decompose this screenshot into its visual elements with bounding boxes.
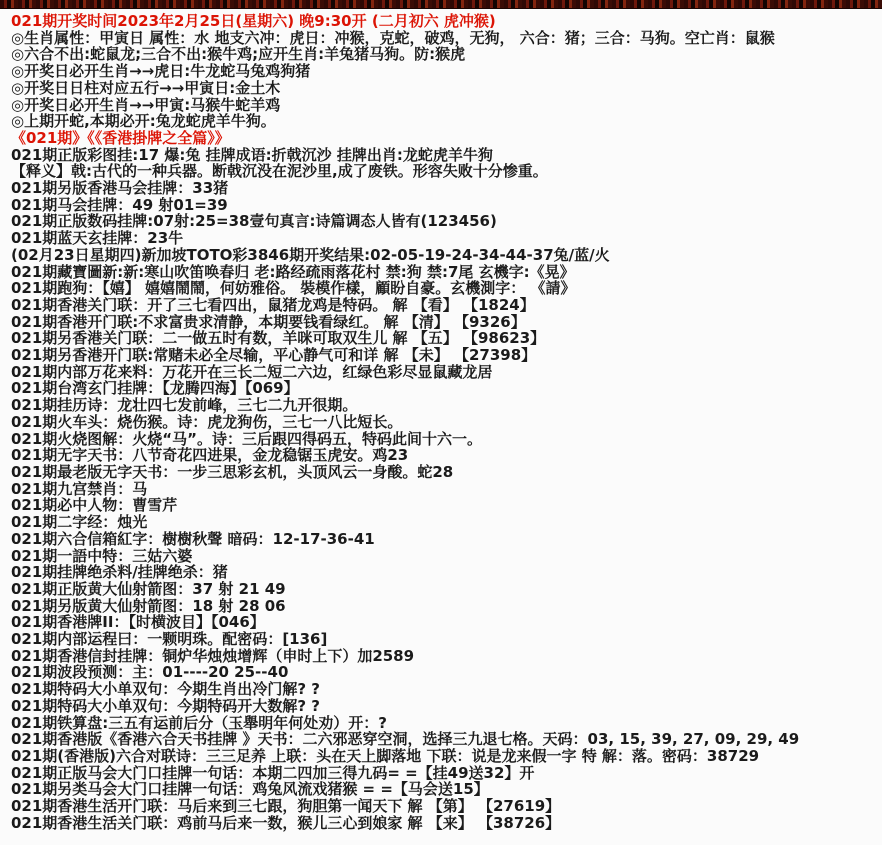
text-line-48: 021期香港生活开门联：马后来到三七跟，狗胆第一闻天下 解 【第】 【27619】 bbox=[11, 797, 561, 816]
text-line-33: 021期一語中特：三姑六婆 bbox=[11, 546, 193, 565]
text-line-30: 021期必中人物：曹雪芹 bbox=[11, 496, 178, 515]
text-line-11: 021期另版香港马会挂牌：33猪 bbox=[11, 179, 229, 198]
text-line-21: 021期另香港开门联:常赌未必全尽输，平心静气可和详 解 【未】 【27398】 bbox=[11, 346, 537, 365]
text-line-41: 021期特码大小单双句：今期生肖出冷门解? ? bbox=[11, 680, 320, 699]
text-line-18: 021期香港关门联：开了三七看四出，鼠猪龙鸡是特码。 解 【看】 【1824】 bbox=[11, 295, 535, 314]
text-line-5: ◎开奖日日柱对应五行→→甲寅日:金土木 bbox=[11, 78, 281, 97]
text-line-46: 021期正版马会大门口挂牌一句话：本期二四加三得九码= =【挂49送32】开 bbox=[11, 763, 535, 782]
text-line-1: 021期开奖时间2023年2月25日(星期六) 晚9:30开 (二月初六 虎冲猴) bbox=[11, 12, 496, 30]
text-line-10: 【释义】戟:古代的一种兵器。断戟沉没在泥沙里,成了废铁。形容失败十分惨重。 bbox=[11, 162, 548, 181]
lottery-info-list bbox=[0, 9, 882, 831]
text-line-35: 021期正版黄大仙射箭图：37 射 21 49 bbox=[11, 579, 286, 598]
text-line-6: ◎开奖日必开生肖→→甲寅:马猴牛蛇羊鸡 bbox=[11, 95, 281, 114]
text-line-39: 021期香港信封挂牌：铜炉华烛烛增辉（申时上下）加2589 bbox=[11, 646, 415, 665]
text-line-36: 021期另版黄大仙射箭图：18 射 28 06 bbox=[11, 596, 286, 615]
text-line-42: 021期特码大小单双句：今期特码开大数解? ? bbox=[11, 696, 320, 715]
text-line-28: 021期最老版无字天书：一步三思彩玄机，头顶风云一身酸。蛇28 bbox=[11, 462, 454, 481]
text-line-12: 021期马会挂牌：49 射01=39 bbox=[11, 195, 228, 214]
text-line-9: 021期正版彩图挂:17 爆:兔 挂牌成语:折戟沉沙 挂牌出肖:龙蛇虎羊牛狗 bbox=[11, 145, 493, 164]
text-line-40: 021期波段预测：主：01----20 25--40 bbox=[11, 663, 289, 682]
text-line-26: 021期火烧图解：火烧“马”。诗：三后跟四得码五，特码此间十六一。 bbox=[11, 429, 483, 448]
text-line-22: 021期内部万花来料：万花开在三长二短二六边，红绿色彩尽显鼠藏龙居 bbox=[11, 362, 493, 381]
text-line-3: ◎六合不出:蛇鼠龙;三合不出:猴牛鸡;应开生肖:羊兔猪马狗。防:猴虎 bbox=[11, 45, 466, 64]
text-line-14: 021期蓝天玄挂牌：23牛 bbox=[11, 229, 184, 248]
text-line-49: 021期香港生活关门联：鸡前马后来一数，猴儿三心到娘家 解 【来】 【38726】 bbox=[11, 813, 561, 832]
text-line-43: 021期铁算盘:三五有运前后分（玉舉明年何处劝）开：? bbox=[11, 713, 388, 732]
text-line-44: 021期香港版《香港六合天书挂牌 》天书：二六邪恶穿空洞，选择三九退七格。天码：03, 15, 39, 27, 09, 29, 49 bbox=[11, 730, 800, 749]
text-line-34: 021期挂牌绝杀料/挂牌绝杀：猪 bbox=[11, 563, 228, 582]
text-line-45: 021期(香港版)六合对联诗：三三足养 上联：头在天上脚落地 下联：说是龙来假一字 特 解：落。密码：38729 bbox=[11, 746, 760, 765]
text-line-29: 021期九宫禁肖：马 bbox=[11, 479, 148, 498]
text-line-25: 021期火车头：烧伤猴。诗：虎龙狗伤，三七一八比短长。 bbox=[11, 412, 403, 431]
text-line-4: ◎开奖日必开生肖→→虎日:牛龙蛇马兔鸡狗猪 bbox=[11, 62, 311, 81]
text-line-2: ◎生肖属性：甲寅日 属性：水 地支六冲：虎日：冲猴，克蛇，破鸡，无狗， 六合：猪；三合：马狗。空亡肖：鼠猴 bbox=[11, 28, 775, 47]
text-line-19: 021期香港开门联:不求富贵求清静，本期要钱看绿红。 解 【清】 【9326】 bbox=[11, 312, 526, 331]
text-line-38: 021期内部运程曰：一颗明珠。配密码：[136] bbox=[11, 630, 328, 649]
text-line-17: 021期跑狗：【嬉】 嬉嬉鬧鬧，何妨雅俗。 裝模作樣，顧盼自豪。玄機測字： 《請》 bbox=[11, 279, 576, 298]
decorative-top-border bbox=[0, 0, 882, 9]
text-line-8: 《021期》《《香港掛牌之全篇》》 bbox=[11, 128, 230, 147]
text-line-16: 021期藏寶圖新:新:寒山吹笛唤春归 老:路经疏雨落花村 禁:狗 禁:7尾 玄機字:《晃》 bbox=[11, 262, 575, 281]
text-line-15: (02月23日星期四)新加坡TOTO彩3846期开奖结果:02-05-19-24-34-44-37兔/蓝/火 bbox=[11, 245, 610, 264]
text-line-37: 021期香港牌II：【时横波目】【046】 bbox=[11, 613, 265, 632]
text-line-31: 021期二字经：烛光 bbox=[11, 513, 148, 532]
text-line-13: 021期正版数码挂牌:07射:25=38壹句真言:诗篇调态人皆有(123456) bbox=[11, 212, 497, 231]
text-line-47: 021期另类马会大门口挂牌一句话：鸡兔风流戏猪猴 = =【马会送15】 bbox=[11, 780, 489, 799]
text-line-7: ◎上期开蛇,本期必开:兔龙蛇虎羊牛狗。 bbox=[11, 112, 276, 131]
text-line-23: 021期台湾玄门挂牌：【龙腾四海】【069】 bbox=[11, 379, 299, 398]
text-line-24: 021期挂历诗：龙壮四七发前峰，三七二九开很期。 bbox=[11, 396, 358, 415]
text-line-20: 021期另香港关门联：二一做五时有数，羊咪可取双生儿 解 【五】 【98623】 bbox=[11, 329, 546, 348]
text-line-27: 021期无字天书：八节奇花四进果，金龙稳锯玉虎安。鸡23 bbox=[11, 446, 409, 465]
text-line-32: 021期六合信箱紅字：樹樹秋聲 暗码：12-17-36-41 bbox=[11, 529, 375, 548]
